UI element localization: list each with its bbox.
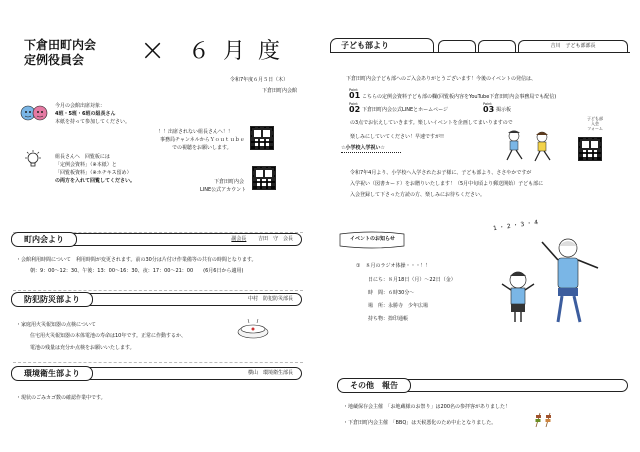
point2-label: Point — [349, 102, 358, 106]
org-name: 下倉田町内会 — [24, 38, 97, 52]
point2-text: 下倉田町内会公式LINEとホームページ — [362, 107, 449, 113]
event-time: 時 間：６時30分〜 — [368, 290, 415, 296]
chonaikai-text-1: ・会館利用時間について 利用時間が変更されます。前の30分は片付け作業備等の共有の時間となります。 — [16, 257, 257, 263]
point3-number: 03 — [483, 105, 495, 114]
line-qr-code[interactable] — [252, 166, 276, 190]
bbq-skewer-icon — [532, 412, 556, 428]
chonaikai-reporter: 吉田 守 会長 — [257, 236, 293, 242]
join-form-qr-code[interactable] — [578, 137, 602, 161]
eisei-reporter: 横山 環境衛生部長 — [247, 370, 293, 376]
section-kodomo-title: 子ども部より — [330, 38, 434, 53]
kodomo-intro: 下倉田町内会子ども部へのご入会ありがとうございます！今後のイベントの発信は、 — [346, 76, 537, 82]
running-kids-illustration — [500, 130, 560, 164]
section-eisei-title: 環境衛生部より — [11, 366, 93, 381]
school-gift-text-3: 入会登録して下さった方読の方、楽しみにお待ちください。 — [350, 192, 486, 198]
attend-label: 今月の会館出席対象： — [55, 103, 106, 109]
eisei-text-1: ・現状のごみカゴ数の確認作業中です。 — [16, 395, 106, 401]
chonaikai-reporter-role: 副会長 — [231, 236, 247, 242]
point1-number: 01 — [349, 91, 361, 100]
event-item: ① ８月のラジオ体操・・・！！ — [356, 263, 431, 269]
meeting-name: 定例役員会 — [24, 53, 85, 67]
meeting-place: 下倉田町内会館 — [262, 88, 298, 94]
section-chonaikai-header — [12, 233, 302, 246]
radio-exercise-illustration — [494, 228, 614, 324]
mascot-illustration — [20, 104, 48, 122]
lightbulb-icon — [24, 150, 42, 170]
smoke-detector-illustration — [236, 318, 270, 340]
school-gift-title: ☆小学校入学祝い☆ — [341, 145, 385, 151]
line-account-sub: LINE公式アカウント — [200, 187, 247, 193]
section-bousai-title: 防犯防災部より — [11, 292, 93, 307]
circular-note-3: 「回覧板資料」（※ホチキス留め） — [55, 170, 132, 176]
times-mark: × — [140, 33, 166, 68]
line-account-label: 下倉田町内会 — [214, 179, 245, 185]
other-report-1: ・地蔵保存会主催 「お地蔵様のお祭り」は200名の参拝客がありました！ — [343, 404, 511, 410]
point3-text: 掲示板 — [496, 107, 512, 113]
youtube-alert: ！！出席されない組長さんへ！！ — [158, 129, 233, 135]
youtube-text: 事務局チャンネルからＹｏｕｔｕｂｅ — [160, 137, 245, 143]
event-banner — [336, 231, 408, 249]
point1-text: こちらの定例会資料子ども部の欄(回覧板内容をYouTube下倉田町内会事務局でも配信) — [362, 94, 557, 100]
point1-label: Point — [349, 88, 358, 92]
school-gift-text-1: 令和7年4月より、小学校へ入学されたお子様に、子ども部より、ささやかですが — [350, 170, 532, 176]
kodomo-closing-1: の3点でお伝えしていきます。楽しいイベントを企画してまいりますので — [350, 120, 513, 126]
circular-note-1: 組長さんへ 回覧板には — [55, 154, 110, 160]
circular-note-4: の両方を入れて回覧してください。 — [55, 178, 136, 184]
youtube-text-2: での視聴をお願いします。 — [172, 145, 232, 151]
section-kodomo-header — [330, 38, 630, 53]
section-eisei-header — [12, 367, 302, 380]
event-date: 日にち：８月18日（月）〜22日（金） — [368, 277, 456, 283]
meeting-date: 令和7年度６月５日（木） — [230, 77, 289, 83]
bousai-text-3: 電池の残量は充分か点検をお願いいたします。 — [30, 345, 135, 351]
attend-note: 本紙を持って参加してください。 — [55, 119, 131, 125]
join-form-label: 子ども部 入会 フォーム — [587, 116, 603, 131]
section-chonaikai-title: 町内会より — [11, 232, 77, 247]
point2-number: 02 — [349, 105, 361, 114]
point3-label: Point — [483, 102, 492, 106]
exercise-count: 1・2・3・4 — [492, 218, 541, 233]
event-place: 場 所：永勝寺 少年広場 — [368, 303, 429, 309]
section-other-header — [338, 379, 628, 392]
bousai-reporter: 中村 防犯防災部長 — [247, 296, 293, 302]
attend-target: 4班・5班・6班の組長さん — [55, 111, 116, 117]
chonaikai-text-2: 朝：9：00〜12：30、午後：13：00〜16：30、夜：17：00〜21：00 (6月6日から適用) — [30, 268, 244, 274]
section-other-title: その他 報告 — [337, 378, 411, 393]
circular-note-2: 「定例会資料」（※本紙）と — [55, 162, 117, 168]
section-bousai-header — [12, 293, 302, 306]
event-banner-title: イベントのお知らせ — [350, 236, 395, 242]
bousai-text-1: ・家庭用火災報知器の点検について — [16, 322, 96, 328]
event-bring: 持ち物：捺印通帳 — [368, 316, 409, 322]
bousai-text-2: 住宅用火災報知器の本体電池の寿命は10年です。正常に作動するか、 — [30, 333, 186, 339]
kodomo-closing-2: 楽しみにしていてください！早速ですが!! — [350, 134, 445, 140]
kodomo-reporter: 吉川 子ども部部長 — [518, 40, 628, 53]
youtube-qr-code[interactable] — [250, 126, 274, 150]
month-title: ６ 月 度 — [188, 39, 283, 64]
school-gift-text-2: 入学祝い（図書カード）をお贈りいたします！（5月中旬頃より郵送開始）子ども部に — [350, 181, 544, 187]
other-report-2: ・下倉田町内会主催 「BBQ」は天候悪化のため中止となりました。 — [343, 420, 497, 426]
